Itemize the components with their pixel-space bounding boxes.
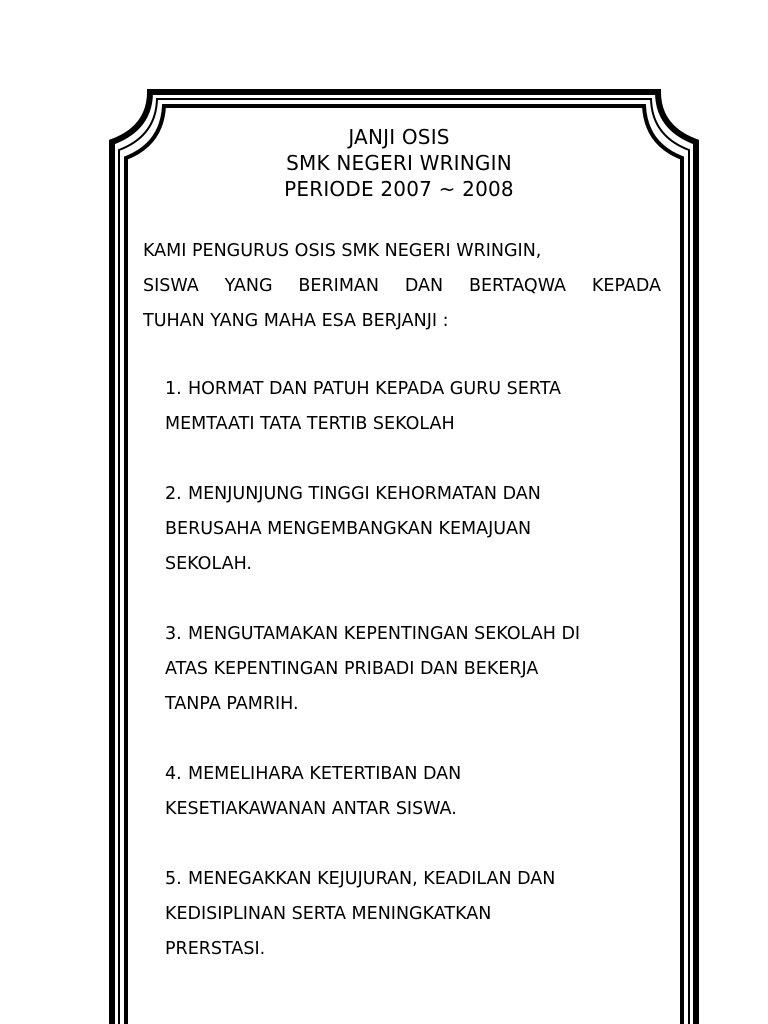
pledge-text: MEMELIHARA KETERTIBAN DAN — [188, 764, 462, 784]
header-school: SMK NEGERI WRINGIN — [286, 151, 512, 175]
pledge-line: MEMTAATI TATA TERTIB SEKOLAH — [165, 414, 455, 434]
pledge-line — [165, 477, 655, 512]
intro-line: KAMI PENGURUS OSIS SMK NEGERI WRINGIN, — [143, 241, 542, 261]
pledge-line: ATAS KEPENTINGAN PRIBADI DAN BEKERJA — [165, 659, 539, 679]
pledge-item — [165, 372, 655, 442]
pledge-line — [165, 617, 655, 652]
pledge-number: 4. — [165, 764, 182, 784]
pledge-item — [165, 862, 655, 967]
intro-line: TUHAN YANG MAHA ESA BERJANJI : — [143, 311, 449, 331]
pledge-text: MENGUTAMAKAN KEPENTINGAN SEKOLAH DI — [188, 624, 581, 644]
pledge-line — [165, 757, 655, 792]
pledge-line: PRERSTASI. — [165, 939, 266, 959]
pledge-text: HORMAT DAN PATUH KEPADA GURU SERTA — [188, 379, 562, 399]
pledge-line: TANPA PAMRIH. — [165, 694, 299, 714]
pledge-line — [165, 862, 655, 897]
pledge-number: 1. — [165, 379, 182, 399]
pledge-line: KESETIAKAWANAN ANTAR SISWA. — [165, 799, 457, 819]
pledge-text: MENEGAKKAN KEJUJURAN, KEADILAN DAN — [188, 869, 556, 889]
pledge-list — [165, 372, 655, 1002]
header-period: PERIODE 2007 ~ 2008 — [284, 177, 514, 201]
intro-paragraph — [143, 234, 661, 339]
pledge-number: 3. — [165, 624, 182, 644]
pledge-item — [165, 617, 655, 722]
pledge-line — [165, 372, 655, 407]
pledge-item — [165, 477, 655, 582]
pledge-text: MENJUNJUNG TINGGI KEHORMATAN DAN — [188, 484, 541, 504]
pledge-number: 5. — [165, 869, 182, 889]
pledge-line: KEDISIPLINAN SERTA MENINGKATKAN — [165, 904, 492, 924]
document-header — [0, 124, 768, 202]
pledge-line: BERUSAHA MENGEMBANGKAN KEMAJUAN — [165, 519, 532, 539]
pledge-line: SEKOLAH. — [165, 554, 252, 574]
pledge-item — [165, 757, 655, 827]
pledge-number: 2. — [165, 484, 182, 504]
intro-line: SISWA YANG BERIMAN DAN BERTAQWA KEPADA — [143, 276, 661, 296]
header-title: JANJI OSIS — [348, 125, 450, 149]
